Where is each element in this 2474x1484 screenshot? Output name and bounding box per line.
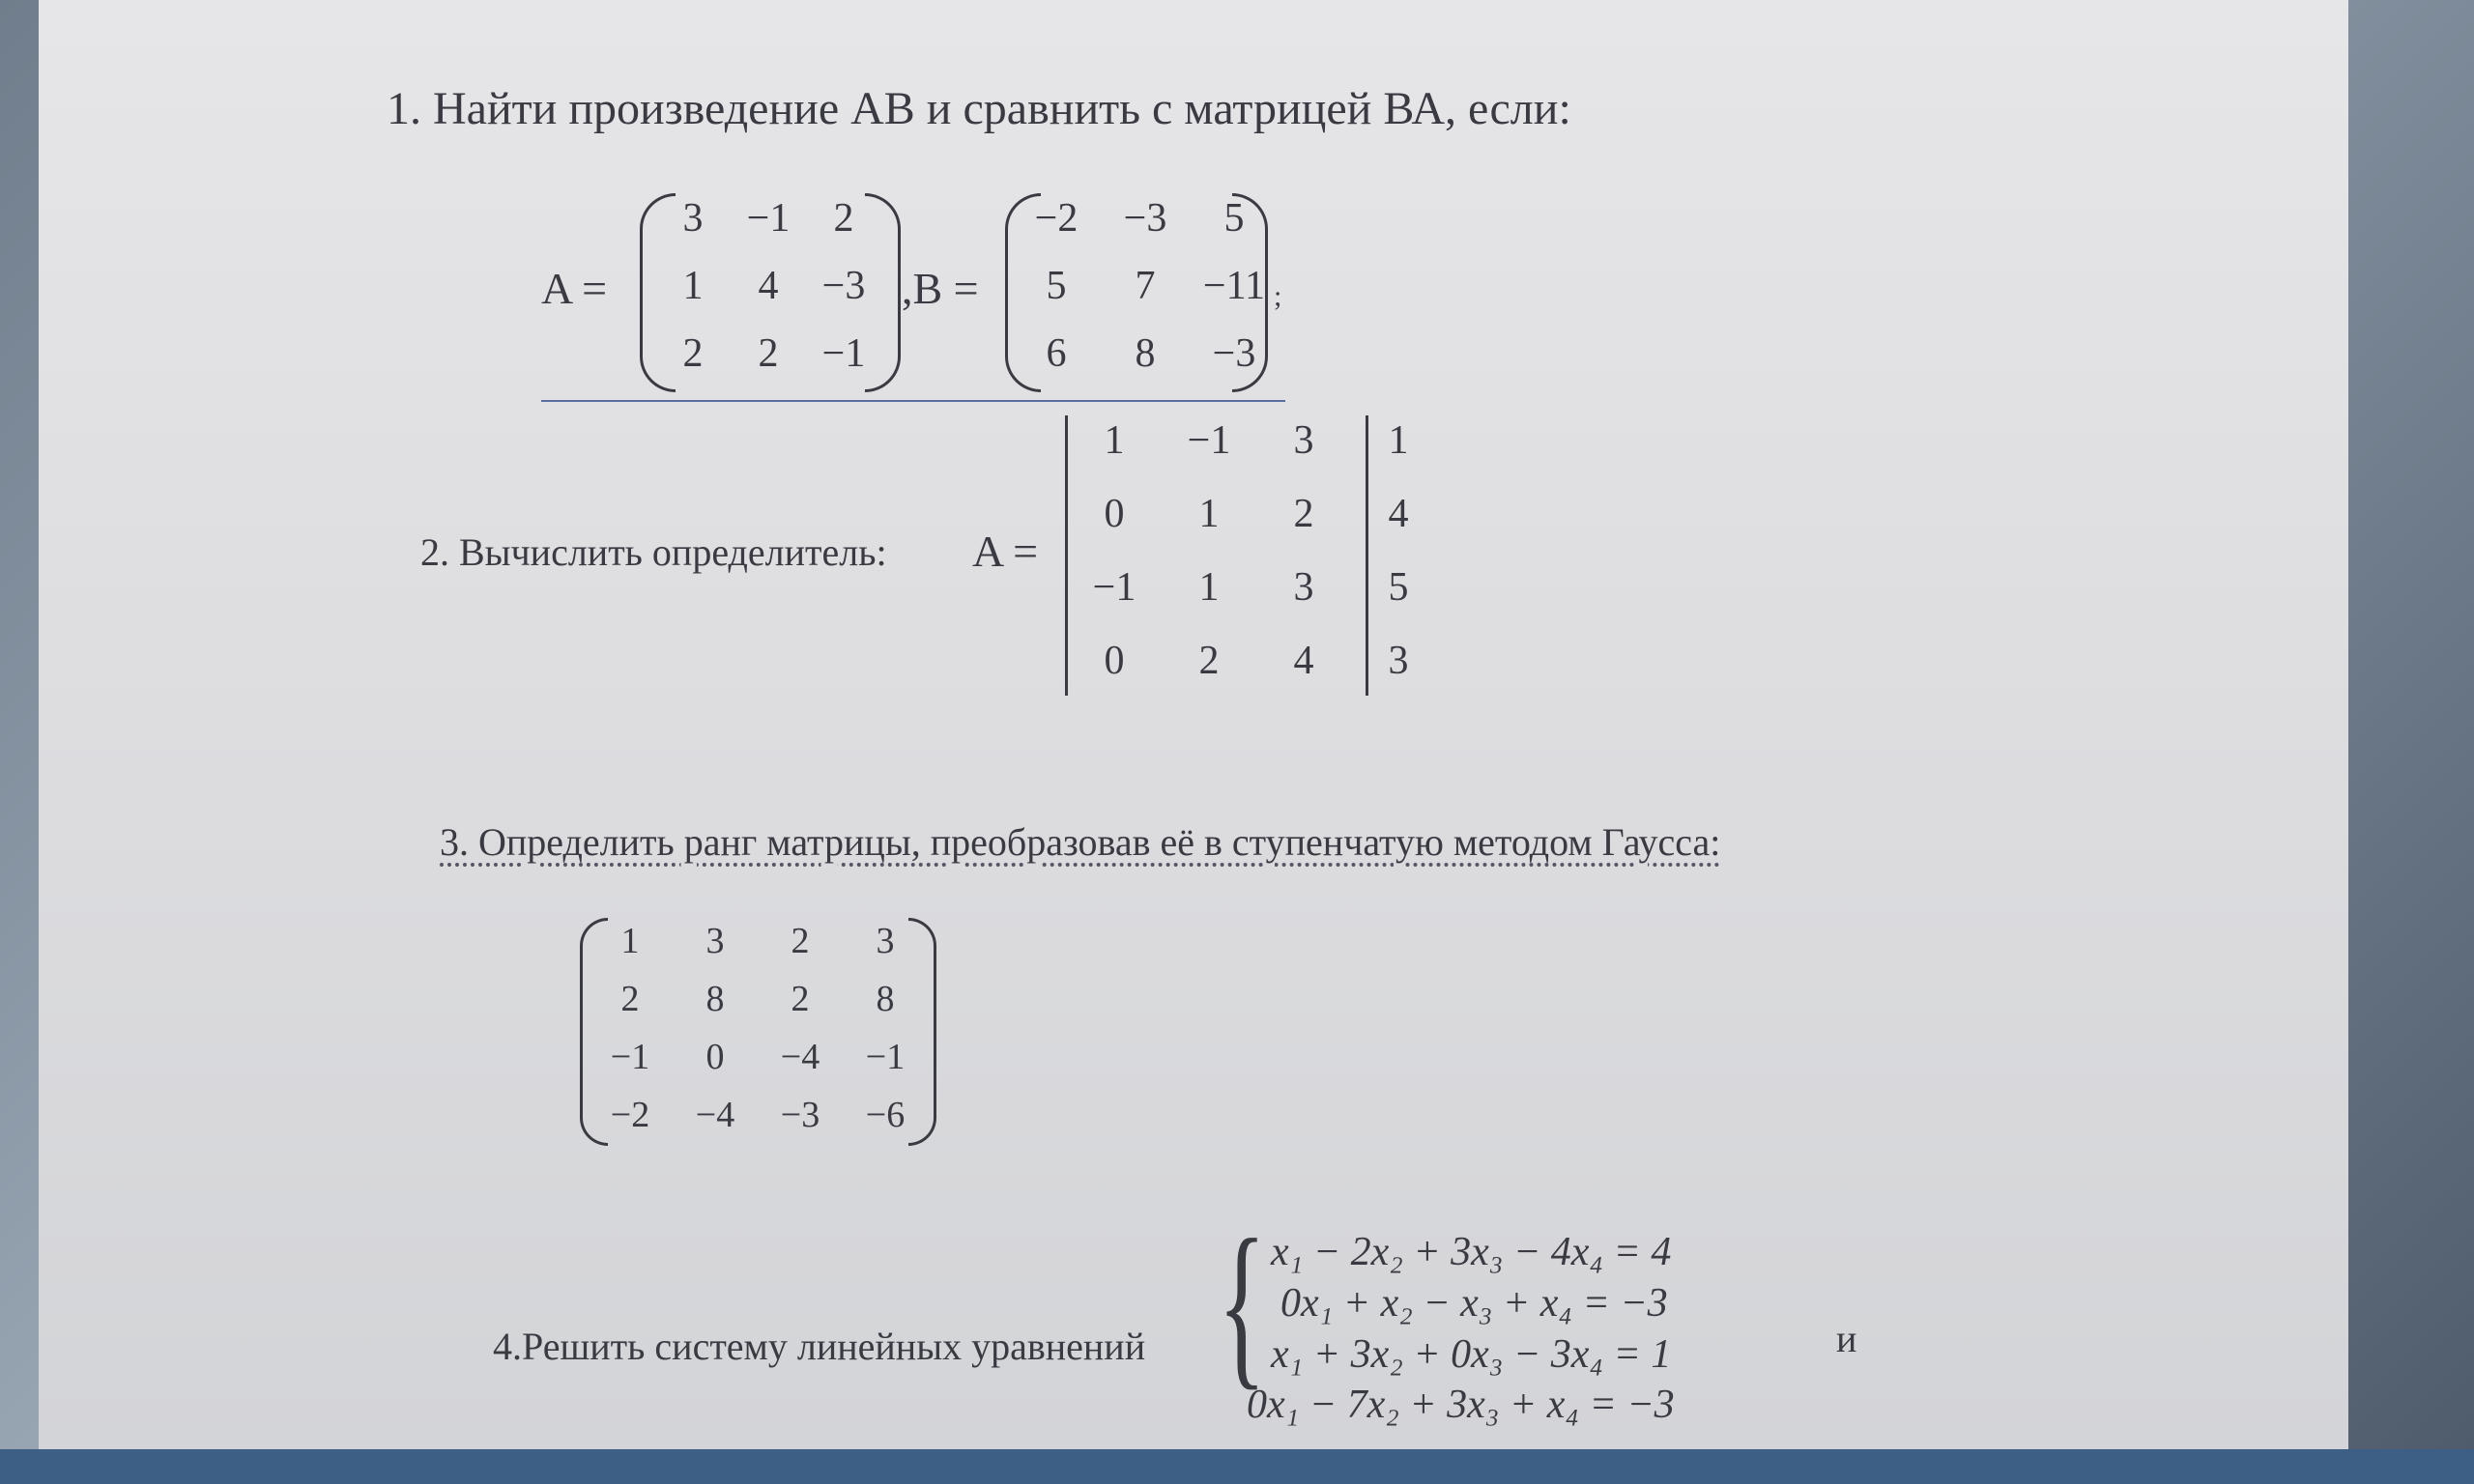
equation-4: 0x₁ − 7x₂ + 3x₃ + x₄ = −3 [1247, 1383, 1675, 1427]
rank-matrix-cell-0-0: 1 [620, 921, 640, 961]
determinant-cell-2-0: −1 [1092, 565, 1136, 610]
matrix-a-cell-0-2: 2 [833, 196, 854, 241]
rank-matrix-cell-1-3: 8 [876, 979, 895, 1019]
determinant-cell-0-3: 1 [1388, 418, 1409, 463]
matrix-a-cell-1-2: −3 [821, 264, 866, 308]
task2-text: 2. Вычислить определитель: [420, 530, 887, 574]
rank-matrix-cell-3-1: −4 [695, 1095, 735, 1135]
task1-label-a: A = [541, 264, 608, 313]
rank-matrix-cell-1-1: 8 [705, 979, 725, 1019]
rank-matrix-cell-0-2: 2 [791, 921, 810, 961]
rank-matrix-cell-3-2: −3 [780, 1095, 820, 1135]
task4-text: 4.Решить систему линейных уравнений [493, 1325, 1146, 1368]
equation-2: 0x₁ + x₂ − x₃ + x₄ = −3 [1280, 1281, 1668, 1326]
matrix-a-cell-2-0: 2 [682, 331, 704, 376]
determinant-cell-0-2: 3 [1293, 418, 1314, 463]
matrix-b-cell-2-2: −3 [1212, 331, 1256, 376]
matrix-b-cell-1-0: 5 [1046, 264, 1067, 308]
matrix-b-cell-1-1: 7 [1135, 264, 1156, 308]
matrix-a-cell-0-0: 3 [682, 196, 704, 241]
matrix-b-cell-1-2: −11 [1202, 264, 1266, 308]
rank-matrix-cell-1-2: 2 [791, 979, 810, 1019]
rank-matrix-cell-2-3: −1 [865, 1037, 906, 1077]
equation-1: x₁ − 2x₂ + 3x₃ − 4x₄ = 4 [1271, 1230, 1672, 1274]
rank-matrix-cell-2-2: −4 [780, 1037, 820, 1077]
section-divider [541, 400, 1285, 402]
determinant-cell-3-3: 3 [1388, 639, 1409, 683]
matrix-a-cell-0-1: −1 [746, 196, 791, 241]
task2-label: A = [972, 527, 1039, 576]
determinant-cell-3-1: 2 [1198, 639, 1220, 683]
matrix-b-cell-2-0: 6 [1046, 331, 1067, 376]
determinant-cell-1-1: 1 [1198, 492, 1220, 536]
determinant-cell-0-1: −1 [1187, 418, 1231, 463]
system-brace: { [1218, 1203, 1267, 1406]
rank-matrix-cell-0-1: 3 [705, 921, 725, 961]
determinant-cell-2-2: 3 [1293, 565, 1314, 610]
determinant-cell-0-0: 1 [1104, 418, 1125, 463]
matrix-a-cell-2-2: −1 [821, 331, 866, 376]
determinant-cell-2-1: 1 [1198, 565, 1220, 610]
rank-matrix-cell-3-0: −2 [610, 1095, 650, 1135]
task1-sep-b: ,B = [902, 264, 979, 313]
determinant-cell-3-2: 4 [1293, 639, 1314, 683]
matrix-b-cell-0-0: −2 [1034, 196, 1079, 241]
rank-matrix-cell-0-3: 3 [876, 921, 895, 961]
determinant-cell-1-2: 2 [1293, 492, 1314, 536]
matrix-a-cell-1-0: 1 [682, 264, 704, 308]
taskbar [0, 1449, 2474, 1484]
determinant-cell-3-0: 0 [1104, 639, 1125, 683]
task4-tail: и [1836, 1317, 1857, 1360]
task3-text: 3. Определить ранг матрицы, преобразовав её в ступенчатую методом Гаусса: [440, 820, 1721, 864]
task1-end-punct: ; [1274, 280, 1282, 312]
matrix-b-cell-2-1: 8 [1135, 331, 1156, 376]
matrix-b-cell-0-2: 5 [1223, 196, 1245, 241]
determinant-cell-1-3: 4 [1388, 492, 1409, 536]
rank-matrix-cell-1-0: 2 [620, 979, 640, 1019]
determinant-left-bar [1065, 415, 1068, 696]
task1-text: 1. Найти произведение АВ и сравнить с матрицей ВА, если: [387, 83, 1571, 134]
document-page [39, 0, 2348, 1449]
determinant-cell-2-3: 5 [1388, 565, 1409, 610]
determinant-cell-1-0: 0 [1104, 492, 1125, 536]
matrix-a-cell-1-1: 4 [758, 264, 779, 308]
rank-matrix-cell-3-3: −6 [865, 1095, 906, 1135]
rank-matrix-cell-2-1: 0 [705, 1037, 725, 1077]
matrix-b-cell-0-1: −3 [1123, 196, 1167, 241]
matrix-a-cell-2-1: 2 [758, 331, 779, 376]
equation-3: x₁ + 3x₂ + 0x₃ − 3x₄ = 1 [1271, 1332, 1672, 1377]
rank-matrix-cell-2-0: −1 [610, 1037, 650, 1077]
